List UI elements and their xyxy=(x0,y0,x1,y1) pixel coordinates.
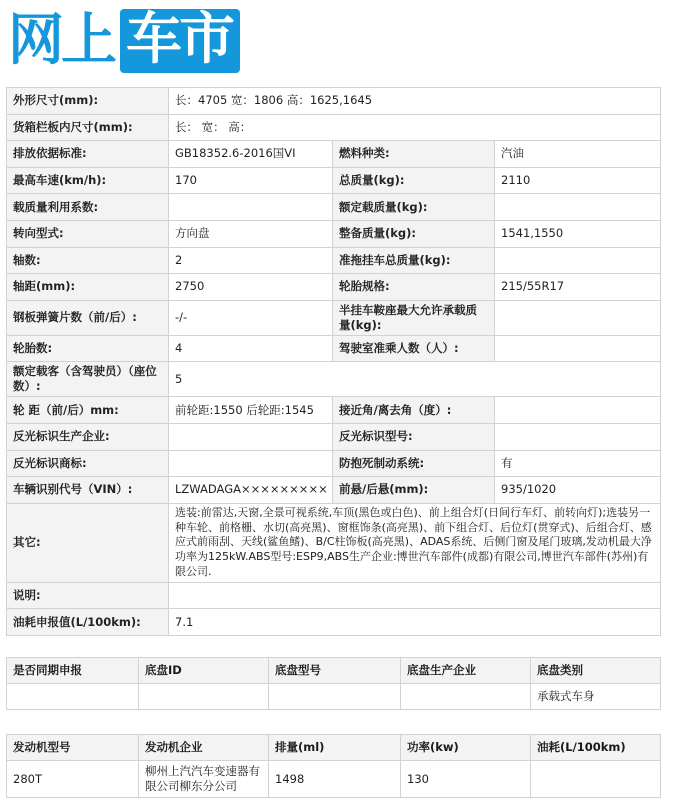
approach-label: 接近角/离去角（度）: xyxy=(333,397,495,424)
rated-load-value xyxy=(495,194,661,221)
vin-value: LZWADAGA××××××××× xyxy=(169,477,333,504)
load-util-value xyxy=(169,194,333,221)
seats-value: 5 xyxy=(169,362,661,397)
abs-label: 防抱死制动系统: xyxy=(333,450,495,477)
chassis-table xyxy=(6,657,661,710)
logo-text-box: 车市 xyxy=(120,9,240,73)
table-row xyxy=(7,167,661,194)
engine-header: 功率(kw) xyxy=(401,735,531,761)
site-logo[interactable] xyxy=(8,6,240,76)
table-row xyxy=(7,335,661,362)
cab-seats-value xyxy=(495,335,661,362)
table-row xyxy=(7,477,661,504)
engine-cell: 280T xyxy=(7,761,139,798)
reflector-brand-value xyxy=(169,450,333,477)
wheelbase-value: 2750 xyxy=(169,274,333,301)
table-row xyxy=(7,220,661,247)
tire-value: 215/55R17 xyxy=(495,274,661,301)
curb-mass-label: 整备质量(kg): xyxy=(333,220,495,247)
reflector-maker-label: 反光标识生产企业: xyxy=(7,423,169,450)
table-row xyxy=(7,582,661,609)
track-value: 前轮距:1550 后轮距:1545 xyxy=(169,397,333,424)
logo-text-plain: 网上 xyxy=(8,8,114,73)
chassis-header: 底盘生产企业 xyxy=(401,658,531,684)
emission-label: 排放依据标准: xyxy=(7,141,169,168)
table-row xyxy=(7,423,661,450)
engine-cell: 1498 xyxy=(269,761,401,798)
chassis-cell xyxy=(269,684,401,710)
table-row xyxy=(7,300,661,335)
seats-label: 额定载客（含驾驶员）（座位数）: xyxy=(7,362,169,397)
emission-value: GB18352.6-2016国VI xyxy=(169,141,333,168)
leaf-spring-label: 钢板弹簧片数（前/后）: xyxy=(7,300,169,335)
rated-load-label: 额定载质量(kg): xyxy=(333,194,495,221)
dimensions-value: 长：4705 宽：1806 高：1625,1645 xyxy=(169,88,661,115)
table-row xyxy=(7,397,661,424)
chassis-cell xyxy=(401,684,531,710)
table-row xyxy=(7,194,661,221)
fuel-label: 燃料种类: xyxy=(333,141,495,168)
table-row xyxy=(7,88,661,115)
table-header-row xyxy=(7,658,661,684)
reflector-model-value xyxy=(495,423,661,450)
track-label: 轮 距（前/后）mm: xyxy=(7,397,169,424)
total-mass-value: 2110 xyxy=(495,167,661,194)
axles-label: 轴数: xyxy=(7,247,169,274)
note-value xyxy=(169,582,661,609)
table-row xyxy=(7,247,661,274)
engine-header: 发动机型号 xyxy=(7,735,139,761)
chassis-header: 底盘类别 xyxy=(531,658,661,684)
engine-table xyxy=(6,734,661,798)
table-row xyxy=(7,609,661,636)
consumption-label: 油耗申报值(L/100km): xyxy=(7,609,169,636)
total-mass-label: 总质量(kg): xyxy=(333,167,495,194)
engine-cell: 柳州上汽汽车变速器有限公司柳东分公司 xyxy=(139,761,269,798)
table-row xyxy=(7,503,661,582)
trailer-mass-value xyxy=(495,247,661,274)
vin-label: 车辆识别代号（VIN）: xyxy=(7,477,169,504)
dimensions-label: 外形尺寸(mm): xyxy=(7,88,169,115)
table-row xyxy=(7,450,661,477)
abs-value: 有 xyxy=(495,450,661,477)
overhang-label: 前悬/后悬(mm): xyxy=(333,477,495,504)
approach-value xyxy=(495,397,661,424)
chassis-cell xyxy=(7,684,139,710)
cargo-label: 货箱栏板内尺寸(mm): xyxy=(7,114,169,141)
table-header-row xyxy=(7,735,661,761)
saddle-value xyxy=(495,300,661,335)
table-row xyxy=(7,274,661,301)
consumption-value: 7.1 xyxy=(169,609,661,636)
reflector-maker-value xyxy=(169,423,333,450)
steering-label: 转向型式: xyxy=(7,220,169,247)
trailer-mass-label: 准拖挂车总质量(kg): xyxy=(333,247,495,274)
other-value: 选装:前雷达,天窗,全景可视系统,车顶(黑色或白色)、前上组合灯(日间行车灯、前转向灯);选装另一种车轮、前格栅、水切(高亮黑)、窗框饰条(高亮黑)、前下组合灯、后位灯(贯穿式)、后组合灯、感应式前雨刮、天线(鲨鱼鳍)、B/C柱饰板(高亮黑)、ADAS系统、后侧门窗及尾门玻璃,发动机最大净功率为125kW.ABS型号:ESP9,ABS生产企业:博世汽车部件(成都)有限公司,博世汽车部件(苏州)有限公司. xyxy=(169,503,661,582)
leaf-spring-value: -/- xyxy=(169,300,333,335)
fuel-value: 汽油 xyxy=(495,141,661,168)
table-row xyxy=(7,141,661,168)
saddle-label: 半挂车鞍座最大允许承载质量(kg): xyxy=(333,300,495,335)
wheelbase-label: 轴距(mm): xyxy=(7,274,169,301)
chassis-cell xyxy=(139,684,269,710)
axles-value: 2 xyxy=(169,247,333,274)
chassis-header: 是否同期申报 xyxy=(7,658,139,684)
other-label: 其它: xyxy=(7,503,169,582)
table-row xyxy=(7,761,661,798)
tire-count-value: 4 xyxy=(169,335,333,362)
chassis-header: 底盘ID xyxy=(139,658,269,684)
table-row xyxy=(7,114,661,141)
engine-cell: 130 xyxy=(401,761,531,798)
engine-header: 油耗(L/100km) xyxy=(531,735,661,761)
engine-cell xyxy=(531,761,661,798)
chassis-cell: 承载式车身 xyxy=(531,684,661,710)
chassis-header: 底盘型号 xyxy=(269,658,401,684)
load-util-label: 载质量利用系数: xyxy=(7,194,169,221)
top-speed-label: 最高车速(km/h): xyxy=(7,167,169,194)
overhang-value: 935/1020 xyxy=(495,477,661,504)
tire-count-label: 轮胎数: xyxy=(7,335,169,362)
engine-header: 发动机企业 xyxy=(139,735,269,761)
reflector-model-label: 反光标识型号: xyxy=(333,423,495,450)
note-label: 说明: xyxy=(7,582,169,609)
spec-table xyxy=(6,87,661,636)
table-row xyxy=(7,362,661,397)
cab-seats-label: 驾驶室准乘人数（人）: xyxy=(333,335,495,362)
curb-mass-value: 1541,1550 xyxy=(495,220,661,247)
engine-header: 排量(ml) xyxy=(269,735,401,761)
steering-value: 方向盘 xyxy=(169,220,333,247)
reflector-brand-label: 反光标识商标: xyxy=(7,450,169,477)
top-speed-value: 170 xyxy=(169,167,333,194)
table-row xyxy=(7,684,661,710)
cargo-value: 长： 宽： 高： xyxy=(169,114,661,141)
tire-label: 轮胎规格: xyxy=(333,274,495,301)
